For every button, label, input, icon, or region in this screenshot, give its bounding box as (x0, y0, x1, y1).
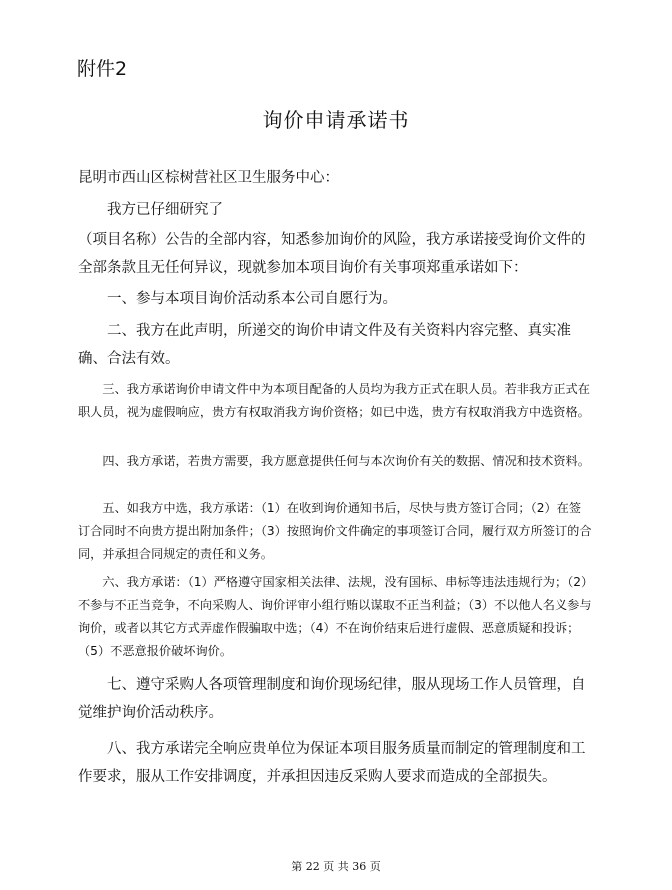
commitment-2: 二、我方在此声明，所递交的询价申请文件及有关资料内容完整、真实准确、合法有效。 (78, 323, 571, 367)
commitment-7: 七、遵守采购人各项管理制度和询价现场纪律，服从现场工作人员管理，自觉维护询价活动秩序。 (78, 677, 586, 721)
commitment-3: 三、我方承诺询价申请文件中为本项目配备的人员均为我方正式在职人员。若非我方正式在职人员，视为虚假响应，贵方有权取消我方询价资格；如已中选，贵方有权取消我方中选资格。 (78, 382, 590, 419)
intro-paragraph: （项目名称）公告的全部内容，知悉参加询价的风险，我方承诺接受询价文件的全部条款且无任何异议，现就参加本项目询价有关事项郑重承诺如下： (78, 232, 586, 276)
commitment-8: 八、我方承诺完全响应贵单位为保证本项目服务质量而制定的管理制度和工作要求，服从工作安排调度，并承担因违反采购人要求而造成的全部损失。 (78, 741, 586, 785)
commitment-6: 六、我方承诺：（1）严格遵守国家相关法律、法规，没有国标、串标等违法违规行为；（2）不参与不正当竞争，不向采购人、询价评审小组行贿以谋取不正当利益；（3）不以他人名义参与询价，或者以其它方式弄虚作假骗取中选；（4）不在询价结束后进行虚假、恶意质疑和投诉；（5）不恶意报价破坏询价。 (78, 575, 592, 658)
commitment-4: 四、我方承诺，若贵方需要，我方愿意提供任何与本次询价有关的数据、情况和技术资料。 (102, 454, 590, 468)
commitment-5: 五、如我方中选，我方承诺：（1）在收到询价通知书后，尽快与贵方签订合同；（2）在签订合同时不向贵方提出附加条件；（3）按照询价文件确定的事项签订合同，履行双方所签订的合同，并承担合同规定的责任和义务。 (78, 501, 592, 561)
commitment-1: 一、参与本项目询价活动系本公司自愿行为。 (107, 291, 397, 307)
addressee: 昆明市西山区棕树营社区卫生服务中心： (78, 170, 339, 186)
attachment-label: 附件2 (77, 58, 128, 80)
document-title: 询价申请承诺书 (262, 108, 410, 132)
page-footer: 第 22 页 共 36 页 (291, 860, 381, 873)
intro-line: 我方已仔细研究了 (107, 202, 223, 218)
